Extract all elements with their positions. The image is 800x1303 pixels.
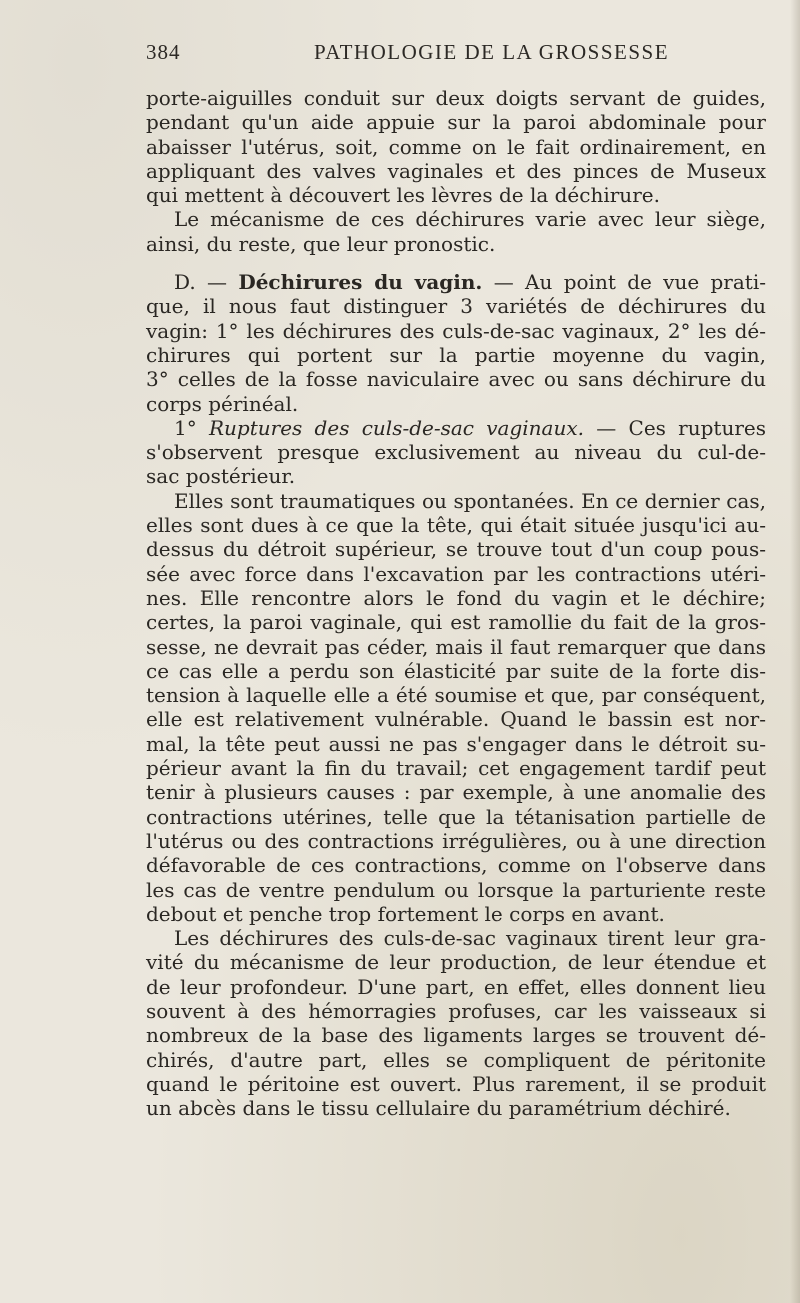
subsection-heading-line — [146, 416, 766, 440]
section-heading-line — [146, 270, 766, 294]
text-line: elles sont dues à ce que la tête, qui était située jusqu'ici au- — [146, 513, 766, 538]
section-heading-rest: — Au point de vue prati- — [482, 270, 766, 295]
text-line: périeur avant la fin du travail; cet engagement tardif peut — [146, 756, 766, 781]
text-line: nes. Elle rencontre alors le fond du vagin et le déchire; — [146, 585, 766, 610]
text-line: sesse, ne devrait pas céder, mais il faut remarquer que dans — [146, 634, 766, 659]
text-line: contractions utérines, telle que la tétanisation partielle de — [146, 804, 766, 829]
text-line: ce cas elle a perdu son élasticité par suite de la forte dis- — [146, 658, 766, 683]
page-edge-shadow — [790, 0, 800, 1303]
text-line: pendant qu'un aide appuie sur la paroi abdominale pour — [146, 110, 766, 135]
text-line: vagin: 1° les déchirures des culs-de-sac vaginaux, 2° les dé- — [146, 318, 766, 343]
text-line: les cas de ventre pendulum ou lorsque la parturiente reste — [146, 877, 766, 902]
text-line: abaisser l'utérus, soit, comme on le fait ordinairement, en — [146, 134, 766, 159]
text-line: que, il nous faut distinguer 3 variétés de déchirures du — [146, 294, 766, 319]
running-title: PATHOLOGIE DE LA GROSSESSE — [314, 40, 670, 64]
running-head — [146, 40, 766, 68]
section-label: D. — — [174, 270, 239, 295]
text-line: qui mettent à découvert les lèvres de la déchirure. — [146, 183, 660, 208]
section-heading: Déchirures du vagin. — [238, 270, 483, 295]
section-gap — [146, 256, 766, 270]
text-line: un abcès dans le tissu cellulaire du paramétrium déchiré. — [146, 1096, 731, 1121]
text-line: debout et penche trop fortement le corps en avant. — [146, 901, 665, 926]
text-line: appliquant des valves vaginales et des pinces de Museux — [146, 158, 766, 183]
paragraph-start: Elles sont traumatiques ou spontanées. En ce dernier cas, — [174, 488, 766, 513]
text-line: chirés, d'autre part, elles se compliquent de péritonite — [146, 1047, 766, 1072]
paragraph-start: Le mécanisme de ces déchirures varie avec leur siège, — [174, 207, 766, 232]
text-line: mal, la tête peut aussi ne pas s'engager dans le détroit su- — [146, 731, 766, 756]
page-number: 384 — [146, 40, 181, 64]
body-text — [146, 86, 766, 1120]
text-line: certes, la paroi vaginale, qui est ramollie du fait de la gros- — [146, 610, 766, 635]
text-line: dessus du détroit supérieur, se trouve tout d'un coup pous- — [146, 537, 766, 562]
text-line: corps périnéal. — [146, 391, 299, 416]
text-line: sac postérieur. — [146, 464, 296, 489]
subsection-heading-rest: — Ces ruptures — [584, 415, 767, 440]
text-line: défavorable de ces contractions, comme on l'observe dans — [146, 853, 766, 878]
text-line: s'observent presque exclusivement au niveau du cul-de- — [146, 440, 766, 465]
text-line: chirures qui portent sur la partie moyenne du vagin, — [146, 342, 766, 367]
text-line: ainsi, du reste, que leur pronostic. — [146, 231, 496, 256]
text-line: sée avec force dans l'excavation par les contractions utéri- — [146, 561, 766, 586]
text-line: quand le péritoine est ouvert. Plus rarement, il se produit — [146, 1071, 766, 1096]
text-line: vité du mécanisme de leur production, de leur étendue et — [146, 950, 766, 975]
text-line: tenir à plusieurs causes : par exemple, à une anomalie des — [146, 780, 766, 805]
text-line: souvent à des hémorragies profuses, car les vaisseaux si — [146, 998, 766, 1023]
subsection-number: 1° — [174, 415, 209, 440]
text-line: porte-aiguilles conduit sur deux doigts servant de guides, — [146, 86, 766, 110]
text-line: 3° celles de la fosse naviculaire avec ou sans déchirure du — [146, 367, 766, 392]
text-line: de leur profondeur. D'une part, en effet, elles donnent lieu — [146, 974, 766, 999]
text-line: l'utérus ou des contractions irrégulières, ou à une direction — [146, 828, 766, 853]
text-line: elle est relativement vulnérable. Quand le bassin est nor- — [146, 707, 766, 732]
subsection-heading: Ruptures des culs-de-sac vaginaux. — [208, 415, 585, 440]
paragraph-start: Les déchirures des culs-de-sac vaginaux tirent leur gra- — [174, 926, 766, 951]
text-line: tension à laquelle elle a été soumise et que, par conséquent, — [146, 683, 766, 708]
text-line: nombreux de la base des ligaments larges se trouvent dé- — [146, 1023, 766, 1048]
